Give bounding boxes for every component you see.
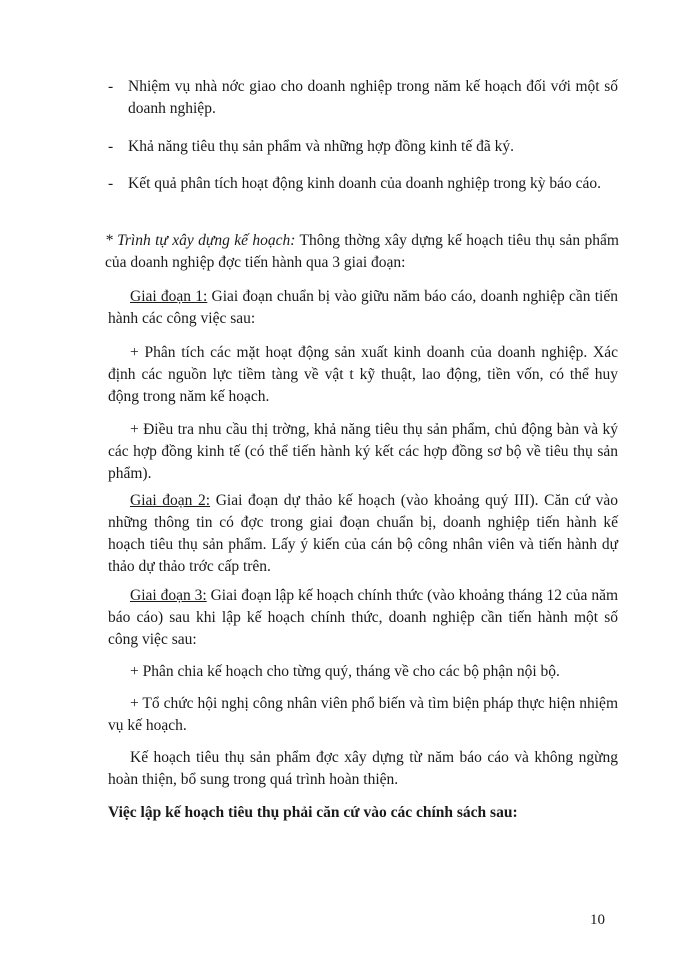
stage3-item2: + Tổ chức hội nghị công nhân viên phổ biến và tìm biện pháp thực hiện nhiệm vụ kế hoạch. — [108, 695, 618, 734]
conclusion-paragraph: Kế hoạch tiêu thụ sản phẩm đợc xây dựng từ năm báo cáo và không ngừng hoàn thiện, bổ sung trong quá trình hoàn thiện. — [108, 749, 618, 788]
stage1-item1: + Phân tích các mặt hoạt động sản xuất kinh doanh của doanh nghiệp. Xác định các nguồn lực tiềm tàng về vật t kỹ thuật, lao động, tiền vốn, có thể huy động trong năm kế hoạch. — [108, 344, 618, 405]
process-text: Thông thờng xây dựng kế hoạch tiêu thụ sản phẩm của doanh nghiệp đợc tiến hành qua 3 giai đoạn: — [105, 232, 619, 271]
bullet-dash: - — [108, 175, 114, 192]
bullet-text: Kết quả phân tích hoạt động kinh doanh của doanh nghiệp trong kỳ báo cáo. — [128, 175, 602, 192]
stage2-text: Giai đoạn dự thảo kế hoạch (vào khoảng quý III). Căn cứ vào những thông tin có đợc trong giai đoạn chuẩn bị, doanh nghiệp tiến hành kế hoạch tiêu thụ sản phẩm. Lấy ý kiến của cán bộ công nhân viên và tiến hành dự thảo dự thảo trớc cấp trên. — [108, 492, 618, 575]
bullet-dash: - — [108, 78, 114, 95]
stage3-item1: + Phân chia kế hoạch cho từng quý, tháng về cho các bộ phận nội bộ. — [130, 663, 560, 680]
stage2-paragraph — [108, 490, 618, 578]
policy-heading: Việc lập kế hoạch tiêu thụ phải căn cứ vào các chính sách sau: — [108, 804, 518, 821]
bullet-text: Khả năng tiêu thụ sản phẩm và những hợp đồng kinh tế đã ký. — [128, 138, 514, 155]
stage1-item2: + Điều tra nhu cầu thị trờng, khả năng tiêu thụ sản phẩm, chủ động bàn và ký các hợp đồng kinh tế (có thể tiến hành ký kết các hợp đồng sơ bộ về tiêu thụ sản phẩm). — [108, 421, 618, 482]
process-heading: * Trình tự xây dựng kế hoạch: — [105, 232, 296, 249]
stage1-label: Giai đoạn 1: — [130, 288, 208, 305]
bullet-text: Nhiệm vụ nhà nớc giao cho doanh nghiệp trong năm kế hoạch đối với một số doanh nghiệp. — [128, 78, 618, 117]
process-paragraph — [105, 230, 619, 274]
stage1-text: Giai đoạn chuẩn bị vào giữu năm báo cáo, doanh nghiệp cần tiến hành các công việc sau: — [108, 288, 618, 327]
bullet-dash: - — [108, 138, 114, 155]
page-number: 10 — [590, 912, 605, 928]
stage3-text: Giai đoạn lập kế hoạch chính thức (vào khoảng tháng 12 của năm báo cáo) sau khi lập kế hoạch chính thức, doanh nghiệp cần tiến hành một số công việc sau: — [108, 587, 619, 648]
stage1-paragraph — [108, 286, 618, 330]
stage2-label: Giai đoạn 2: — [130, 492, 211, 509]
stage3-label: Giai đoạn 3: — [130, 587, 207, 604]
stage3-paragraph — [108, 585, 618, 651]
